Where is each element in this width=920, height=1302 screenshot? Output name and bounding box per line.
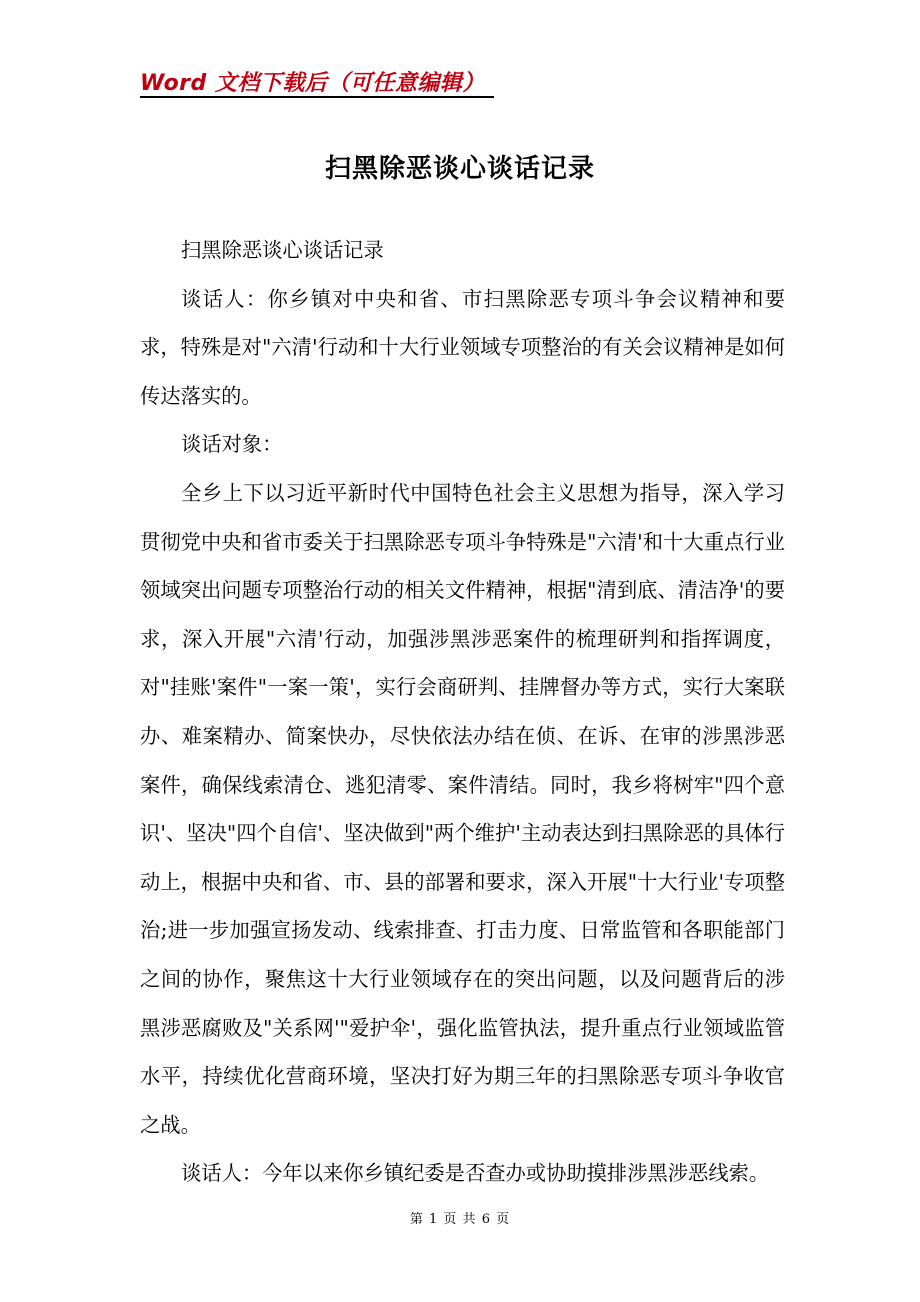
download-banner [140, 62, 494, 98]
paragraph-respondent-label: 谈话对象： [181, 432, 283, 457]
paragraph-question-1: 谈话人：你乡镇对中央和省、市扫黑除恶专项斗争会议精神和要求，特殊是对"六清'行动和十大行业领域专项整治的有关会议精神是如何传达落实的。 [140, 286, 785, 408]
paragraph-answer-1: 全乡上下以习近平新时代中国特色社会主义思想为指导，深入学习贯彻党中央和省市委关于扫黑除恶专项斗争特殊是"六清'和十大重点行业领域突出问题专项整治行动的相关文件精神，根据"清到底、清洁净'的要求，深入开展"六清'行动，加强涉黑涉恶案件的梳理研判和指挥调度，对"挂账'案件"一案一策'，实行会商研判、挂牌督办等方式，实行大案联办、难案精办、简案快办，尽快依法办结在侦、在诉、在审的涉黑涉恶案件，确保线索清仓、逃犯清零、案件清结。同时，我乡将树牢"四个意识'、坚决"四个自信'、坚决做到"两个维护'主动表达到扫黑除恶的具体行动上，根据中央和省、市、县的部署和要求，深入开展"十大行业'专项整治;进一步加强宣扬发动、线索排查、打击力度、日常监管和各职能部门之间的协作，聚焦这十大行业领域存在的突出问题，以及问题背后的涉黑涉恶腐败及"关系网'"爱护伞'，强化监管执法，提升重点行业领域监管水平，持续优化营商环境，坚决打好为期三年的扫黑除恶专项斗争收官之战。 [140, 480, 785, 1137]
download-banner-text: Word 文档下载后（可任意编辑） [140, 71, 485, 96]
page-number: 第 1 页 共 6 页 [409, 1212, 511, 1227]
paragraph-question-2: 谈话人：今年以来你乡镇纪委是否查办或协助摸排涉黑涉恶线索。 [181, 1161, 770, 1186]
document-title: 扫黑除恶谈心谈话记录 [324, 154, 595, 184]
paragraph-subtitle: 扫黑除恶谈心谈话记录 [181, 238, 384, 262]
document-body [140, 226, 785, 1198]
